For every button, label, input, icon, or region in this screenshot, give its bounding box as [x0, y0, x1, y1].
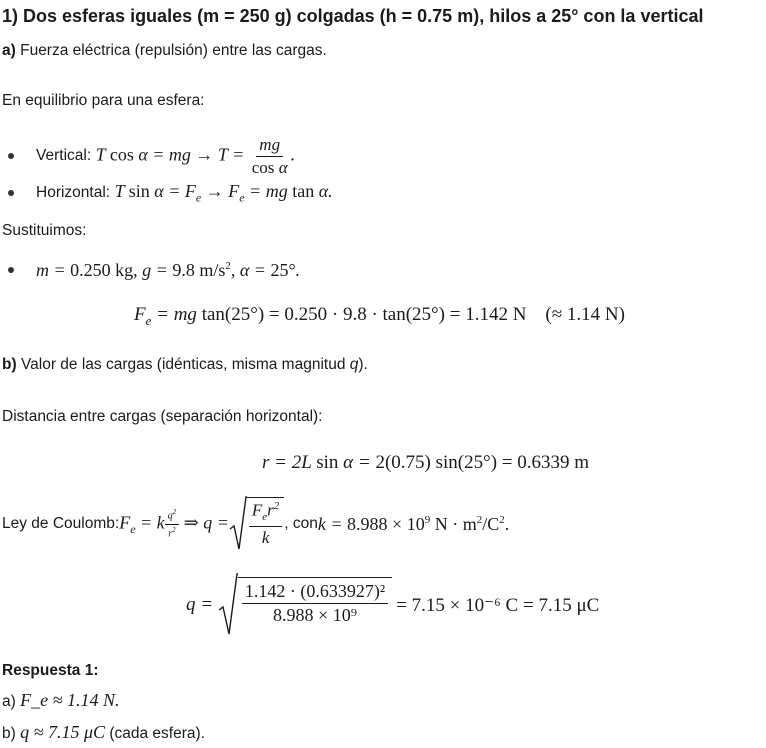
bullet-icon [8, 153, 14, 159]
values-bullet-item [8, 256, 300, 284]
q-result-equation [186, 572, 599, 638]
q-numerator: 1.142 · (0.633927)² [242, 582, 388, 604]
part-a-text: Fuerza eléctrica (repulsión) entre las cargas. [15, 42, 327, 59]
coulomb-equation: $F_e = k$ $\frac{q^2}{r^2}$ ⇒ q = [119, 507, 229, 539]
distance-text: Distancia entre cargas (separación horizontal): [2, 408, 323, 425]
answer-heading: Respuesta 1: [2, 662, 99, 679]
answer-a [2, 690, 119, 711]
vertical-equation: T cos α = mg → T = $\frac{mg}{\text{cos α}}$ . [91, 134, 296, 177]
coulomb-con: , con [284, 515, 318, 532]
substitute-text: Sustituimos: [2, 222, 87, 239]
part-b-text-end: ). [358, 356, 368, 373]
part-b-q: q [349, 356, 359, 373]
distance-equation: r = 2L sin α = 2(0.75) sin(25°) = 0.6339 m [262, 452, 590, 473]
q-result-value: = 7.15 × 10⁻⁶ C = 7.15 μC [396, 594, 600, 616]
answer-b-note: (cada esfera). [105, 725, 205, 742]
bullet-icon [8, 267, 14, 273]
bullet-icon [8, 190, 14, 196]
part-b-heading [2, 356, 368, 374]
q-fraction-box [238, 577, 392, 625]
fe-result-equation: $F_e$ = mg tan(25°) = 0.250 · 9.8 · tan(25°) = 1.142 N (≈ 1.14 N) [134, 304, 625, 328]
sqrt-icon [229, 495, 247, 553]
sqrt-icon [218, 572, 238, 638]
answer-b-value: q ≈ 7.15 μC [20, 722, 106, 742]
coulomb-line [2, 494, 509, 554]
part-a-heading [2, 42, 327, 60]
equilibrium-text: En equilibrio para una esfera: [2, 92, 205, 109]
vertical-bullet-item [8, 132, 295, 180]
part-b-label: b) [2, 356, 17, 373]
q-symbol: q = [186, 594, 218, 615]
part-a-label: a) [2, 42, 16, 59]
answer-b-label: b) [2, 725, 21, 742]
vertical-label: Vertical: [36, 147, 92, 164]
answer-a-label: a) [2, 693, 21, 710]
part-b-text: Valor de las cargas (idénticas, misma magnitud [16, 356, 350, 373]
k-value-equation: $k = 8.988 \times 10^9$ $N \cdot m^2/C^2$. [317, 513, 510, 534]
horizontal-equation: T $\sin \alpha = F_e \to F_e$ = mg tan α. [110, 180, 333, 205]
horizontal-label: Horizontal: [36, 184, 111, 201]
coulomb-fraction: $\frac{F_er^2}{k}$ [247, 497, 284, 546]
horizontal-bullet-item [8, 180, 333, 206]
page-title: 1) Dos esferas iguales (m = 250 g) colgadas (h = 0.75 m), hilos a 25° con la vertical [2, 6, 704, 26]
coulomb-label: Ley de Coulomb: [2, 515, 120, 532]
values-equation: m = 0.250 kg, g = 9.8 $m/s^2$, α = 25°. [36, 259, 301, 280]
answer-b [2, 722, 205, 743]
q-denominator: 8.988 × 10⁹ [273, 605, 357, 625]
answer-a-value: F_e ≈ 1.14 N. [20, 690, 120, 710]
